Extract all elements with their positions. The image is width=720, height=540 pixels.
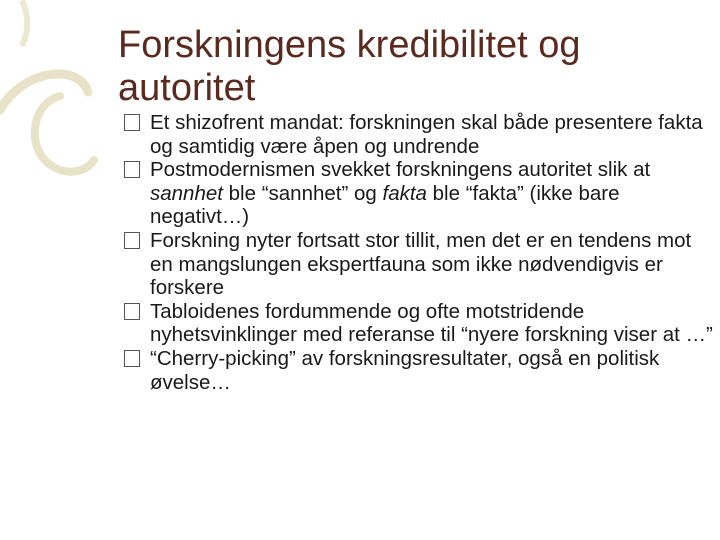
- bullet-box-icon: [124, 303, 140, 320]
- bullet-text: ble “sannhet” og: [222, 181, 383, 205]
- bullet-box-icon: [124, 350, 140, 367]
- bullet-text: “Cherry-picking” av forskningsresultater, også en politisk øvelse…: [150, 346, 660, 394]
- slide-title: Forskningens kredibilitet og autoritet: [118, 24, 581, 109]
- bullet-box-icon: [124, 114, 140, 131]
- bullet-item: [124, 111, 714, 158]
- bullet-emphasis: sannhet: [150, 181, 223, 205]
- decorative-arcs: [0, 0, 100, 200]
- bullet-text: Et shizofrent mandat: forskningen skal både presentere fakta og samtidig være åpen og undrende: [150, 111, 703, 158]
- bullet-item: [124, 229, 714, 300]
- bullet-box-icon: [124, 161, 140, 178]
- bullet-emphasis: fakta: [382, 181, 427, 205]
- bullet-item: [124, 347, 714, 394]
- bullet-list: [124, 111, 714, 394]
- bullet-text: ble “fakta” (ikke bare negativt…): [150, 181, 620, 229]
- bullet-text: Postmodernismen svekket forskningens autoritet slik at: [150, 158, 651, 182]
- bullet-item: [124, 158, 714, 229]
- bullet-text: Tabloidenes fordummende og ofte motstridende nyhetsvinklinger med referanse til “nyere forskning viser at …”: [150, 299, 713, 347]
- bullet-box-icon: [124, 232, 140, 249]
- bullet-text: Forskning nyter fortsatt stor tillit, men det er en tendens mot en mangslungen ekspertfauna som ikke nødvendigvis er forskere: [150, 228, 692, 300]
- bullet-item: [124, 300, 714, 347]
